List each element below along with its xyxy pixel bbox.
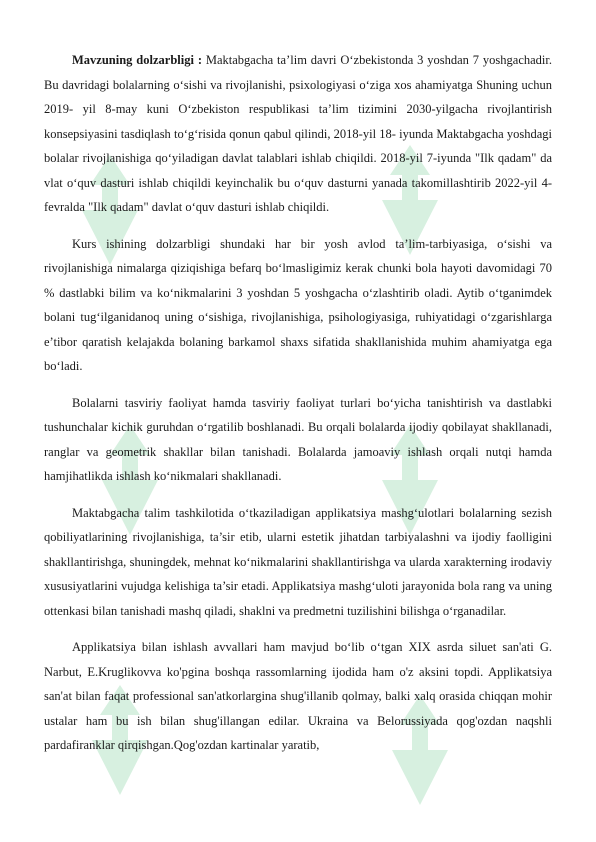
paragraph [44,635,552,758]
paragraph [44,232,552,379]
paragraph-text: Kurs ishining dolzarbligi shundaki har bir yosh avlod ta’lim-tarbiyasiga, o‘sishi va rivojlanishiga nimalarga qiziqishiga befarq bo‘lmasligimiz kerak chunki bola hayoti davomidagi 70 % dastlabki bilim va ko‘nikmalarini 3 yoshdan 5 yoshgacha o‘zlashtirib oladi. Aytib o‘tganimdek bolani tug‘ilganidanoq uning o‘sishiga, rivojlanishiga, psihologiyasiga, ruhiyatidagi o‘zgarishlarga e’tibor qaratish kelajakda bolaning barkamol shaxs sifatida shakllanishida muhim ahamiyatga ega bo‘ladi. [44,236,552,373]
paragraph [44,48,552,220]
paragraph [44,501,552,624]
paragraph-text: Bolalarni tasviriy faoliyat hamda tasviriy faoliyat turlari bo‘yicha tanishtirish va dastlabki tushunchalar kichik guruhdan o‘rgatilib boshlanadi. Bu orqali bolalarda ijodiy qobilayat shakllanadi, ranglar va geometrik shakllar bilan tanishadi. Bolalarda jamoaviy ishlash orqali nutqi hamda hamjihatlikda ishlash ko‘nikmalari shakllanadi. [44,395,552,483]
paragraph-text: Maktabgacha talim tashkilotida o‘tkaziladigan applikatsiya mashg‘ulotlari bolalarning sezish qobiliyatlarining rivojlanishiga, ta’sir etib, ularni estetik jihatdan tarbiyalashni va ijodiy faolligini shakllantirishga, shuningdek, mehnat ko‘nikmalarini shakllantirishga va ularda xarakterning irodaviy xususiyatlarini vujudga kelishiga ta’sir etadi. Applikatsiya mashg‘uloti jarayonida bola rang va uning ottenkasi bilan tanishadi mashq qiladi, shaklni va predmetni tuzilishini bilishga o‘rganadilar. [44,505,552,618]
paragraph [44,391,552,489]
paragraph-text: Applikatsiya bilan ishlash avvallari ham mavjud bo‘lib o‘tgan XIX asrda siluet san'ati G. Narbut, E.Kruglikovva ko'pgina boshqa rassomlarning ijodida ham o'z aksini topdi. Applikatsiya san'at bilan faqat professional san'atkorlargina shug'illanib qolmay, balki xalq orasida chiqqan mohir ustalar ham bu ish bilan shug'illangan edilar. Ukraina va Belorussiyada qog'ozdan naqshli pardafiranklar qirqishgan.Qog'ozdan kartinalar yaratib, [44,640,552,752]
paragraph-text: Maktabgacha ta’lim davri O‘zbekistonda 3 yoshdan 7 yoshgachadir. Bu davridagi bolalarning o‘sishi va rivojlanishi, psixologiyasi o‘ziga xos ahamiyatga Shuning uchun 2019- yil 8-may kuni O‘zbekiston respublikasi ta’lim tizimini 2030-yilgacha rivojlantirish konsepsiyasini tasdiqlash to‘g‘risida qonun qabul qilindi, 2018-yil 18- iyunda Maktabgacha yoshdagi bolalar rivojlanishiga qo‘yiladigan davlat talablari ishlab chiqildi. 2018-yil 7-iyunda "Ilk qadam" da vlat o‘quv dasturi ishlab chiqildi keyinchalik bu o‘quv dasturni yanada takomillashtirib 2022-yil 4- fevralda "Ilk qadam" davlat o‘quv dasturi ishlab chiqildi. [44,53,552,214]
paragraph-heading: Mavzuning dolzarbligi : [72,53,202,67]
document-body [44,48,552,770]
